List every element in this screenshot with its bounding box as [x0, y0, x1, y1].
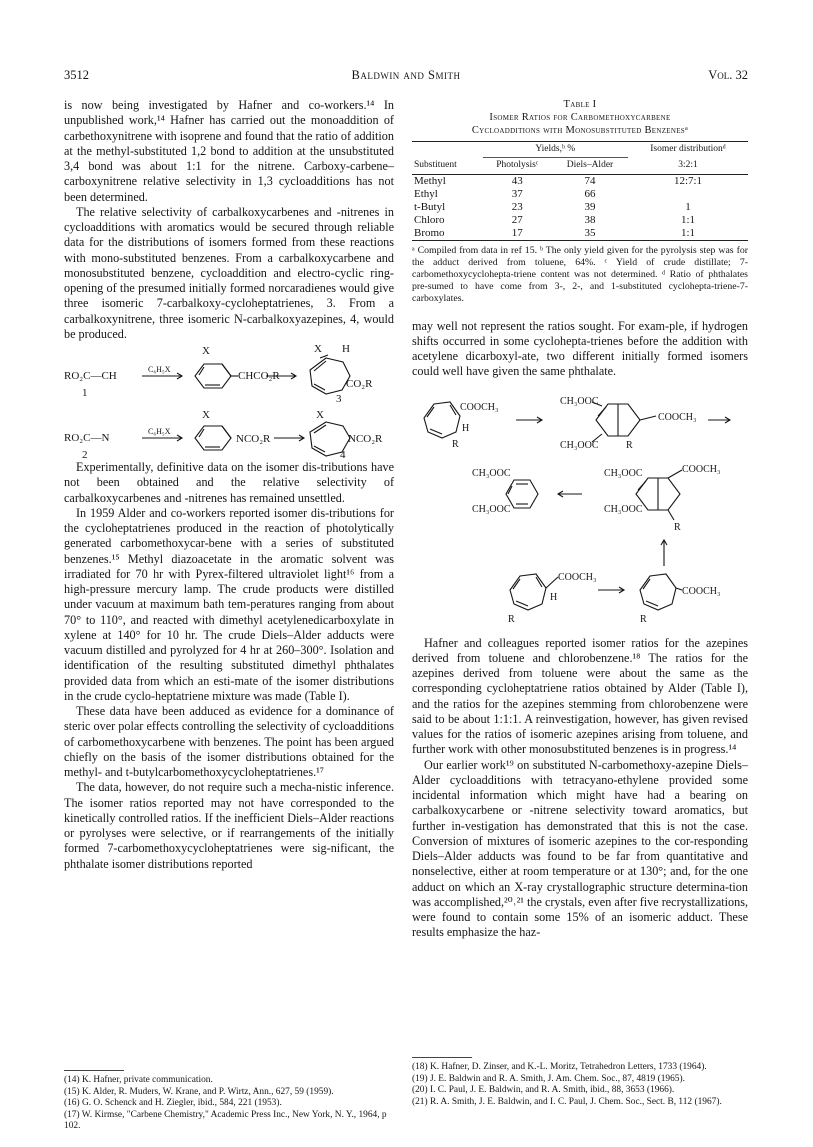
page-number: 3512 — [64, 68, 89, 82]
isomer-ratio-table — [412, 141, 748, 241]
table-title-line: Cycloadditions with Monosubstituted Benzenesᵃ — [471, 125, 689, 136]
azanorcaradiene-ring — [195, 426, 231, 450]
compound-number: 1 — [82, 387, 88, 399]
ester-label: COOCH₃ — [682, 463, 721, 475]
ester-label: CH₃OOC — [560, 395, 599, 407]
cell-photolysis: 17 — [511, 226, 523, 239]
r-group-label: R — [508, 613, 515, 625]
table-footnotes: ᵃ Compiled from data in ref 15. ᵇ The only yield given for the pyrolysis step was for the adduct derived from toluene, 64%. ᶜ Yield of crude distillate; 7-carbomethoxycyclohepta-triene content was not determined. ᵈ Ratio of phthalates pre-sumed to have come from 3-, 2-, and 1-substituted cyclohepta-triene-7-carboxylates. — [412, 244, 748, 304]
cell-isomer: 1:1 — [680, 226, 696, 239]
cell-isomer: 1:1 — [680, 213, 696, 226]
paragraph: Our earlier work¹⁹ on substituted N-carbomethoxy-azepine Diels–Alder cycloadditions with tetracyano-ethylene provided some incidental information which might have had a bearing on carbalkoxycarbene or -nitrene selectivity toward aromatics, but further in-vestigation has demonstrated that this is not the case. Conversion of mixtures of isomeric azepines to the cor-responding Diels–Alder adducts was found to be far from quantitative and nonselective, either at room temperature or at 130°; and, for the one adduct on which an X-ray crystallographic structure determina-tion was accomplished,²⁰˒²¹ the crystals, even after five recrystallizations, were found to contain some 15% of an isomeric adduct. These results emphasize the haz- — [412, 757, 748, 940]
hydrogen-label: H — [342, 343, 350, 355]
hydrogen-label: H — [550, 591, 558, 603]
product-label: NCO₂R — [236, 433, 271, 445]
cycloheptatriene-ring — [424, 402, 460, 438]
reagent-label: C₆H₅X — [148, 365, 171, 374]
cell-substituent: Chloro — [414, 213, 445, 226]
footnote-rule — [412, 1057, 472, 1058]
yields-header: Yields,ᵇ % — [483, 142, 628, 158]
table-row — [412, 227, 748, 241]
cycloheptatriene-ring — [310, 358, 350, 394]
reference: (19) J. E. Baldwin and R. A. Smith, J. Am. Chem. Soc., 87, 4819 (1965). — [412, 1073, 685, 1084]
references-left — [64, 1075, 394, 1133]
paragraph: may well not represent the ratios sought. For exam-ple, if hydrogen shifts occurred in some cyclohepta-trienes before the addition with acetylene dicarboxyl-ate, two different initially formed isomers could well have given the same phthalate. — [412, 318, 748, 379]
left-column — [64, 98, 394, 872]
running-title: Baldwin and Smith — [351, 68, 461, 82]
footnote-rule — [64, 1070, 124, 1071]
reference: (17) W. Kirmse, "Carbene Chemistry," Academic Press Inc., New York, N. Y., 1964, p 102. — [64, 1109, 387, 1131]
table-row — [412, 214, 748, 227]
cell-photolysis: 43 — [511, 174, 523, 187]
ester-label: CH₃OOC — [604, 503, 643, 515]
substituent-x: X — [314, 343, 322, 355]
table-label: Table I — [563, 99, 597, 110]
paragraph: Hafner and colleagues reported isomer ratios for the azepines derived from toluene and chlorobenzene.¹⁸ The ratios for the azepines derived from toluene were about the same as the corresponding cycloheptatriene ratios obtained by Alder (Table I), and the ratios for the azepines stemming from chlorobenzene were said to be about 1:1:1. A reinvestigation, however, has given revised values for the ratios of isomeric azepines arising from toluene, and further work with other monosubstituted benzenes is in progress.¹⁴ — [412, 635, 748, 757]
column-header: Isomer distributionᵈ — [628, 142, 748, 158]
ester-label: CH₃OOC — [472, 503, 511, 515]
reference: (15) K. Alder, R. Muders, W. Krane, and P. Wirtz, Ann., 627, 59 (1959). — [64, 1086, 334, 1097]
ester-label: CH₃OOC — [560, 439, 599, 451]
column-header: Photolysisᶜ — [483, 158, 552, 174]
product-label: NCO₂R — [348, 433, 383, 445]
norcaradiene-ring — [195, 364, 231, 388]
ester-label: COOCH₃ — [558, 571, 597, 583]
compound-number: 4 — [340, 449, 346, 460]
ester-label: CH₃OOC — [472, 467, 511, 479]
ester-label: COOCH₃ — [460, 401, 499, 413]
nitrene-reactant: RO₂C—N — [64, 432, 110, 444]
cell-substituent: Methyl — [414, 174, 446, 187]
cell-diels-alder: 66 — [584, 187, 596, 200]
substituent-x: X — [202, 345, 210, 357]
r-group-label: R — [452, 438, 459, 450]
reagent-label: C₆H₅X — [148, 427, 171, 436]
paragraph: Experimentally, definitive data on the isomer dis-tributions have not been obtained and the relative selectivity of carbalkoxycarbenes and -nitrenes has remained unsettled. — [64, 460, 394, 505]
paragraph: These data have been adduced as evidence for a dominance of steric over polar effects controlling the selectivity of cycloadditions of carbomethoxycarbene with benzenes. The point has been argued chiefly on the basis of the isomer distributions obtained for the methyl- and t-butylcarbomethoxycycloheptatrienes.¹⁷ — [64, 704, 394, 779]
cell-diels-alder: 39 — [584, 200, 596, 213]
substituent-x: X — [202, 409, 210, 421]
column-header: 3:2:1 — [628, 158, 748, 174]
ester-label: COOCH₃ — [658, 411, 697, 423]
paragraph: The relative selectivity of carbalkoxycarbenes and -nitrenes in cycloadditions with aromatics would be secured through reliable data for the distributions of isomers formed from these reactions with mono-substituted benzenes. From a carbalkoxycarbene and monosubstituted benzene, cycloaddition and electro-cyclic ring-opening of the presumed initially formed norcaradienes would give three isomeric 7-carbalkoxy-cycloheptatrienes, 3. From a carbalkoxynitrene, three isomeric N-carbalkoxyazepines, 4, would be produced. — [64, 204, 394, 341]
compound-number: 2 — [82, 449, 88, 460]
reference: (20) I. C. Paul, J. E. Baldwin, and R. A. Smith, ibid., 88, 3653 (1966). — [412, 1085, 675, 1095]
cell-isomer — [628, 188, 748, 201]
table-row — [412, 201, 748, 214]
carbene-reactant: RO₂C—CH — [64, 370, 117, 382]
table-row — [412, 188, 748, 201]
cell-isomer: 12:7:1 — [673, 174, 703, 187]
references-right — [412, 1062, 748, 1108]
table-title-line: Isomer Ratios for Carbomethoxycarbene — [489, 112, 671, 123]
running-header — [64, 68, 748, 86]
ester-label: CH₃OOC — [604, 467, 643, 479]
r-group-label: R — [674, 521, 681, 533]
cell-photolysis: 23 — [511, 200, 523, 213]
substituent-x: X — [316, 409, 324, 421]
cell-substituent: Ethyl — [414, 187, 438, 200]
reaction-scheme-2 — [412, 380, 748, 636]
table-row — [412, 174, 748, 188]
cycloheptatriene-ring — [640, 574, 676, 610]
paragraph: is now being investigated by Hafner and co-workers.¹⁴ In unpublished work,¹⁴ Hafner has carried out the monoaddition of carbethoxynitrene with isoprene and found that the ratio of addition at the methyl-substituted 1,2 bond to addition at the unsubstituted 3,4 bond was about 1:1 for the nitrene. Carboxy-carbene–carboxynitrene relative selectivity in 1,3 cycloadditions has not been determined. — [64, 98, 394, 204]
cell-diels-alder: 74 — [584, 174, 596, 187]
cycloheptatriene-ring — [510, 574, 546, 610]
right-column — [412, 98, 748, 941]
cell-substituent: Bromo — [414, 226, 445, 239]
column-header: Substituent — [412, 158, 483, 174]
column-header: Diels–Alder — [552, 158, 628, 174]
reference: (18) K. Hafner, D. Zinser, and K.-L. Moritz, Tetrahedron Letters, 1733 (1964). — [412, 1062, 707, 1072]
paragraph: The data, however, do not require such a mecha-nistic inference. The isomer ratios reported may not have corresponded to the kinetically controlled ratios. If the inefficient Diels–Alder reactions or pyrolyses were selective, or if rearrangements of the initially formed 7-carbomethoxycycloheptatrienes were sig-nificant, the phthalate isomer distributions reported — [64, 780, 394, 871]
ester-label: COOCH₃ — [682, 585, 721, 597]
reaction-scheme-1 — [64, 342, 394, 460]
product-label: CO₂R — [346, 378, 373, 390]
hydrogen-label: H — [462, 422, 470, 434]
compound-number: 3 — [336, 393, 342, 405]
reference: (14) K. Hafner, private communication. — [64, 1075, 213, 1085]
r-group-label: R — [640, 613, 647, 625]
reference: (16) G. O. Schenck and H. Ziegler, ibid., 584, 221 (1953). — [64, 1098, 282, 1108]
table-caption — [412, 98, 748, 137]
product-label: CHCO₂R — [238, 370, 280, 382]
cell-diels-alder: 38 — [584, 213, 596, 226]
paragraph: In 1959 Alder and co-workers reported isomer dis-tributions for the cycloheptatrienes produced in the reaction of photolytically generated carbomethoxycar-bene with a series of substituted benzenes.¹⁵ Methyl diazoacetate in the aromatic solvent was irradiated for 70 hr with Pyrex-filtered ultraviolet light¹⁶ from a high-pressure mercury lamp. The crude products were distilled under vacuum at maximum bath tem-peratures ranging from about 70° to 110°, and reacted with dimethyl acetylenedicarboxylate in xylene at 140° for 10 hr. The crude Diels–Alder adducts were vacuum distilled and pyrolyzed for 4 hr at 260–300°. Isolation and identification of the resulting substituted dimethyl phthalates provided data from which an esti-mate of the isomer distributions in the crude cyclo-heptatriene mixture was made (Table I). — [64, 505, 394, 703]
cell-photolysis: 37 — [511, 187, 523, 200]
cell-photolysis: 27 — [511, 213, 523, 226]
r-group-label: R — [626, 439, 633, 451]
cell-diels-alder: 35 — [584, 226, 596, 239]
volume-label: Vol. 32 — [708, 68, 748, 82]
reference: (21) R. A. Smith, J. E. Baldwin, and I. C. Paul, J. Chem. Soc., Sect. B, 112 (1967). — [412, 1096, 722, 1107]
cell-substituent: t-Butyl — [414, 200, 446, 213]
cell-isomer: 1 — [685, 200, 691, 213]
